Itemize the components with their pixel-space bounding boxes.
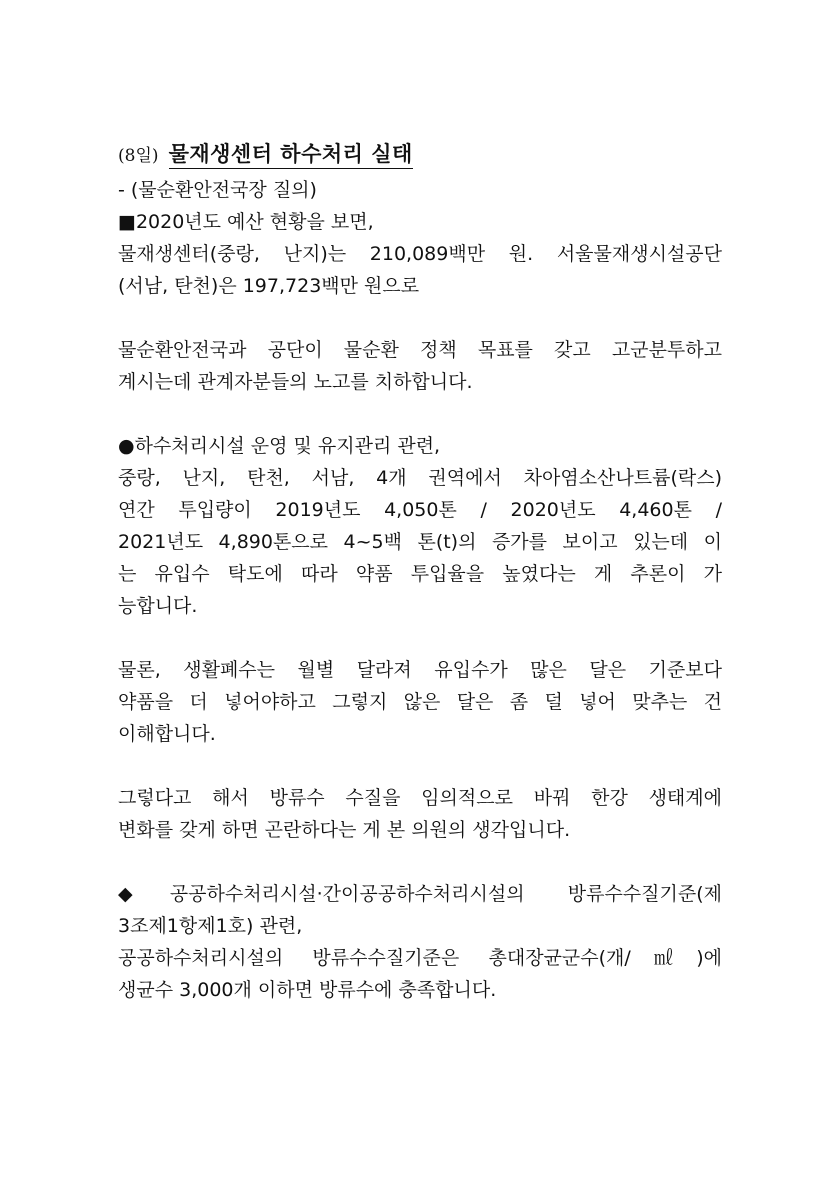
subtitle (118, 174, 722, 206)
sewage-heading: ●하수처리시설 운영 및 유지관리 관련, (118, 435, 441, 457)
monthly-line: 이해합니다. (118, 723, 216, 745)
document-page (118, 138, 722, 1006)
opinion-line: 변화를 갖게 하면 곤란하다는 게 본 의원의 생각입니다. (118, 819, 571, 841)
monthly-line: 물론, 생활폐수는 월별 달라져 유입수가 많은 달은 기준보다 (118, 659, 722, 681)
sewage-line: 능합니다. (118, 595, 198, 617)
paragraph-gap (118, 302, 722, 334)
standard-heading: ◆공공하수처리시설·간이공공하수처리시설의 방류수수질기준(제 (118, 883, 722, 905)
thanks-line: 계시는데 관계자분들의 노고를 치하합니다. (118, 371, 473, 393)
sewage-line: 중랑, 난지, 탄천, 서남, 4개 권역에서 차아염소산나트륨(락스) (118, 467, 722, 489)
budget-paragraph (118, 206, 722, 302)
thanks-line: 물순환안전국과 공단이 물순환 정책 목표를 갖고 고군분투하고 (118, 339, 722, 361)
sewage-line: 2021년도 4,890톤으로 4~5백 톤(t)의 증가를 보이고 있는데 이 (118, 531, 722, 553)
budget-heading: ■2020년도 예산 현황을 보면, (118, 211, 374, 233)
sewage-line: 연간 투입량이 2019년도 4,050톤 / 2020년도 4,460톤 / (118, 499, 722, 521)
standard-line: 공공하수처리시설의 방류수수질기준은 총대장균군수(개/㎖)에 (118, 947, 722, 969)
thanks-paragraph (118, 334, 722, 398)
budget-line: (서남, 탄천)은 197,723백만 원으로 (118, 275, 420, 297)
paragraph-gap (118, 846, 722, 878)
standard-heading: 3조제1항제1호) 관련, (118, 915, 303, 937)
subtitle-line: - (물순환안전국장 질의) (118, 179, 317, 201)
paragraph-gap (118, 622, 722, 654)
standard-line: 생균수 3,000개 이하면 방류수에 충족합니다. (118, 979, 497, 1001)
budget-line: 물재생센터(중랑, 난지)는 210,089백만 원. 서울물재생시설공단 (118, 243, 722, 265)
monthly-paragraph (118, 654, 722, 750)
monthly-line: 약품을 더 넣어야하고 그렇지 않은 달은 좀 덜 넣어 맞추는 건 (118, 691, 722, 713)
document-title: 물재생센터 하수처리 실태 (169, 142, 413, 169)
opinion-paragraph (118, 782, 722, 846)
standard-paragraph (118, 878, 722, 1006)
sewage-line: 는 유입수 탁도에 따라 약품 투입율을 높였다는 게 추론이 가 (118, 563, 722, 585)
sewage-paragraph (118, 430, 722, 622)
title-line (118, 138, 722, 172)
paragraph-gap (118, 398, 722, 430)
paragraph-gap (118, 750, 722, 782)
opinion-line: 그렇다고 해서 방류수 수질을 임의적으로 바꿔 한강 생태계에 (118, 787, 722, 809)
date-tag: (8일) (118, 146, 159, 166)
